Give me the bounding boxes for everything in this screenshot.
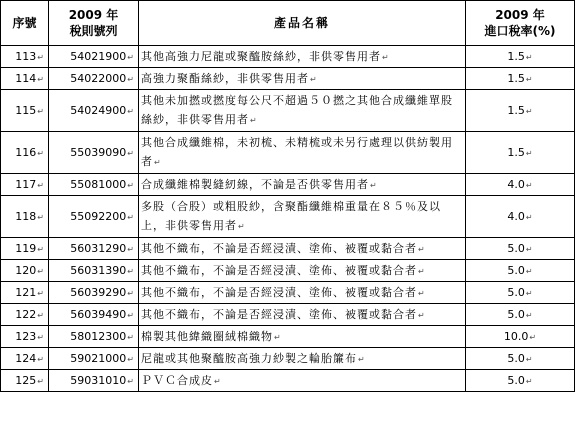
row-name-text: 其他不織布，不論是否經浸漬、塗佈、被覆或黏合者 — [141, 241, 417, 255]
row-code-text: 56039490 — [70, 308, 127, 321]
row-name — [139, 174, 466, 196]
row-seq — [1, 370, 49, 392]
row-name-text: 其他不織布，不論是否經浸漬、塗佈、被覆或黏合者 — [141, 307, 417, 321]
row-seq — [1, 282, 49, 304]
row-seq — [1, 46, 49, 68]
table-row — [1, 238, 575, 260]
paragraph-mark-icon: ↵ — [37, 75, 44, 84]
row-seq-text: 123 — [15, 330, 37, 343]
row-code-text: 54021900 — [70, 50, 127, 63]
row-rate-text: 5.0 — [507, 264, 525, 277]
row-seq — [1, 348, 49, 370]
row-code — [49, 132, 139, 174]
row-rate-text: 5.0 — [507, 352, 525, 365]
paragraph-mark-icon: ↵ — [525, 149, 533, 158]
row-code-text: 59021000 — [70, 352, 127, 365]
paragraph-mark-icon: ↵ — [127, 289, 134, 298]
paragraph-mark-icon: ↵ — [525, 311, 533, 320]
header-code-line2: 稅則號列 — [69, 24, 118, 38]
row-code-text: 55081000 — [70, 178, 127, 191]
row-seq — [1, 174, 49, 196]
row-code — [49, 326, 139, 348]
header-rate-line2: 進口稅率(%) — [484, 24, 556, 38]
table-row — [1, 304, 575, 326]
row-name-text: 高強力聚酯絲紗，非供零售用者 — [141, 71, 309, 85]
header-name: 產品名稱 — [139, 1, 466, 46]
paragraph-mark-icon: ↵ — [238, 222, 246, 231]
paragraph-mark-icon: ↵ — [127, 213, 134, 222]
row-rate — [466, 46, 575, 68]
paragraph-mark-icon: ↵ — [127, 107, 134, 116]
table-body — [1, 46, 575, 392]
row-code — [49, 370, 139, 392]
row-seq — [1, 132, 49, 174]
row-name — [139, 348, 466, 370]
row-code — [49, 304, 139, 326]
row-name — [139, 260, 466, 282]
row-name-text: 多股（合股）或粗股紗，含聚酯纖維棉重量在８５％及以上，非供零售用者 — [141, 200, 441, 232]
paragraph-mark-icon: ↵ — [214, 376, 222, 386]
row-seq-text: 113 — [15, 50, 37, 63]
paragraph-mark-icon: ↵ — [525, 355, 533, 364]
row-name — [139, 326, 466, 348]
row-rate — [466, 132, 575, 174]
paragraph-mark-icon: ↵ — [418, 288, 426, 298]
paragraph-mark-icon: ↵ — [310, 74, 318, 84]
paragraph-mark-icon: ↵ — [525, 213, 533, 222]
paragraph-mark-icon: ↵ — [525, 53, 533, 62]
table-row — [1, 68, 575, 90]
table-row — [1, 46, 575, 68]
row-name — [139, 46, 466, 68]
paragraph-mark-icon: ↵ — [37, 355, 44, 364]
paragraph-mark-icon: ↵ — [37, 333, 44, 342]
row-seq-text: 122 — [15, 308, 37, 321]
row-seq — [1, 90, 49, 132]
row-rate — [466, 68, 575, 90]
table-row — [1, 196, 575, 238]
header-rate — [466, 1, 575, 46]
row-seq — [1, 238, 49, 260]
row-seq — [1, 68, 49, 90]
row-code-text: 56039290 — [70, 286, 127, 299]
paragraph-mark-icon: ↵ — [127, 75, 134, 84]
paragraph-mark-icon: ↵ — [37, 107, 44, 116]
paragraph-mark-icon: ↵ — [274, 332, 282, 342]
table-header-row — [1, 1, 575, 46]
paragraph-mark-icon: ↵ — [127, 53, 134, 62]
row-seq — [1, 196, 49, 238]
row-code — [49, 260, 139, 282]
paragraph-mark-icon: ↵ — [358, 354, 366, 364]
table-row — [1, 370, 575, 392]
paragraph-mark-icon: ↵ — [37, 181, 44, 190]
row-rate-text: 1.5 — [507, 50, 525, 63]
row-rate-text: 10.0 — [503, 330, 529, 343]
paragraph-mark-icon: ↵ — [382, 52, 390, 62]
row-name-text: 其他高強力尼龍或聚醯胺絲紗，非供零售用者 — [141, 49, 381, 63]
row-code-text: 54022000 — [70, 72, 127, 85]
row-code-text: 55092200 — [70, 210, 127, 223]
row-rate-text: 5.0 — [507, 242, 525, 255]
row-code — [49, 282, 139, 304]
row-seq-text: 118 — [15, 210, 37, 223]
paragraph-mark-icon: ↵ — [418, 310, 426, 320]
paragraph-mark-icon: ↵ — [127, 355, 134, 364]
row-name — [139, 238, 466, 260]
paragraph-mark-icon: ↵ — [37, 245, 44, 254]
row-code-text: 56031290 — [70, 242, 127, 255]
row-rate-text: 5.0 — [507, 374, 525, 387]
row-name-text: 合成纖維棉製縫紉線，不論是否供零售用者 — [141, 177, 369, 191]
header-seq: 序號 — [1, 1, 49, 46]
row-name — [139, 196, 466, 238]
paragraph-mark-icon: ↵ — [418, 244, 426, 254]
table-row — [1, 132, 575, 174]
paragraph-mark-icon: ↵ — [127, 149, 134, 158]
row-rate — [466, 370, 575, 392]
paragraph-mark-icon: ↵ — [525, 181, 533, 190]
paragraph-mark-icon: ↵ — [250, 116, 258, 125]
row-seq-text: 116 — [15, 146, 37, 159]
row-rate — [466, 238, 575, 260]
row-name-text: ＰＶＣ合成皮 — [141, 373, 213, 387]
row-code — [49, 238, 139, 260]
row-name — [139, 68, 466, 90]
table-row — [1, 260, 575, 282]
header-code-line1: 2009 年 — [68, 8, 119, 22]
table-row — [1, 174, 575, 196]
paragraph-mark-icon: ↵ — [37, 377, 44, 386]
row-name — [139, 282, 466, 304]
row-rate — [466, 174, 575, 196]
row-seq — [1, 260, 49, 282]
table-row — [1, 90, 575, 132]
paragraph-mark-icon: ↵ — [127, 267, 134, 276]
row-name — [139, 304, 466, 326]
row-code — [49, 68, 139, 90]
paragraph-mark-icon: ↵ — [525, 377, 533, 386]
paragraph-mark-icon: ↵ — [37, 267, 44, 276]
row-seq-text: 121 — [15, 286, 37, 299]
row-rate-text: 1.5 — [507, 72, 525, 85]
row-name — [139, 90, 466, 132]
row-seq-text: 120 — [15, 264, 37, 277]
table-row — [1, 348, 575, 370]
row-rate-text: 5.0 — [507, 286, 525, 299]
row-code — [49, 174, 139, 196]
paragraph-mark-icon: ↵ — [525, 75, 533, 84]
row-code — [49, 46, 139, 68]
row-code-text: 59031010 — [70, 374, 127, 387]
table-row — [1, 282, 575, 304]
row-name-text: 棉製其他緯織圈絨棉織物 — [141, 329, 273, 343]
row-code — [49, 90, 139, 132]
paragraph-mark-icon: ↵ — [154, 158, 162, 167]
paragraph-mark-icon: ↵ — [529, 333, 537, 342]
paragraph-mark-icon: ↵ — [525, 289, 533, 298]
paragraph-mark-icon: ↵ — [525, 107, 533, 116]
row-seq-text: 125 — [15, 374, 37, 387]
paragraph-mark-icon: ↵ — [127, 181, 134, 190]
paragraph-mark-icon: ↵ — [127, 311, 134, 320]
row-seq-text: 115 — [15, 104, 37, 117]
paragraph-mark-icon: ↵ — [127, 333, 134, 342]
row-seq-text: 114 — [15, 72, 37, 85]
table-row — [1, 326, 575, 348]
row-name — [139, 132, 466, 174]
row-name-text: 其他不織布，不論是否經浸漬、塗佈、被覆或黏合者 — [141, 263, 417, 277]
row-rate — [466, 326, 575, 348]
row-seq-text: 119 — [15, 242, 37, 255]
row-name-text: 其他不織布，不論是否經浸漬、塗佈、被覆或黏合者 — [141, 285, 417, 299]
header-code — [49, 1, 139, 46]
row-code-text: 55039090 — [70, 146, 127, 159]
row-rate — [466, 348, 575, 370]
row-code-text: 58012300 — [70, 330, 127, 343]
paragraph-mark-icon: ↵ — [37, 53, 44, 62]
row-code — [49, 348, 139, 370]
row-rate-text: 1.5 — [507, 104, 525, 117]
row-rate — [466, 304, 575, 326]
paragraph-mark-icon: ↵ — [37, 149, 44, 158]
row-code-text: 54024900 — [70, 104, 127, 117]
paragraph-mark-icon: ↵ — [127, 245, 134, 254]
row-seq — [1, 326, 49, 348]
row-code — [49, 196, 139, 238]
row-rate-text: 4.0 — [507, 210, 525, 223]
paragraph-mark-icon: ↵ — [525, 245, 533, 254]
row-name — [139, 370, 466, 392]
row-rate — [466, 260, 575, 282]
row-seq-text: 124 — [15, 352, 37, 365]
paragraph-mark-icon: ↵ — [37, 213, 44, 222]
paragraph-mark-icon: ↵ — [525, 267, 533, 276]
row-rate-text: 1.5 — [507, 146, 525, 159]
row-seq-text: 117 — [15, 178, 37, 191]
row-seq — [1, 304, 49, 326]
row-rate — [466, 196, 575, 238]
row-code-text: 56031390 — [70, 264, 127, 277]
paragraph-mark-icon: ↵ — [418, 266, 426, 276]
row-name-text: 其他合成纖維棉，未初梳、未精梳或未另行處理以供紡製用者 — [141, 136, 453, 168]
row-rate-text: 4.0 — [507, 178, 525, 191]
paragraph-mark-icon: ↵ — [370, 180, 378, 190]
paragraph-mark-icon: ↵ — [127, 377, 134, 386]
row-rate-text: 5.0 — [507, 308, 525, 321]
row-rate — [466, 282, 575, 304]
row-rate — [466, 90, 575, 132]
row-name-text: 其他未加撚或撚度每公尺不超過５０撚之其他合成纖維單股絲紗，非供零售用者 — [141, 94, 453, 126]
row-name-text: 尼龍或其他聚醯胺高強力紗製之輪胎簾布 — [141, 351, 357, 365]
paragraph-mark-icon: ↵ — [37, 289, 44, 298]
header-rate-line1: 2009 年 — [495, 8, 545, 22]
paragraph-mark-icon: ↵ — [37, 311, 44, 320]
